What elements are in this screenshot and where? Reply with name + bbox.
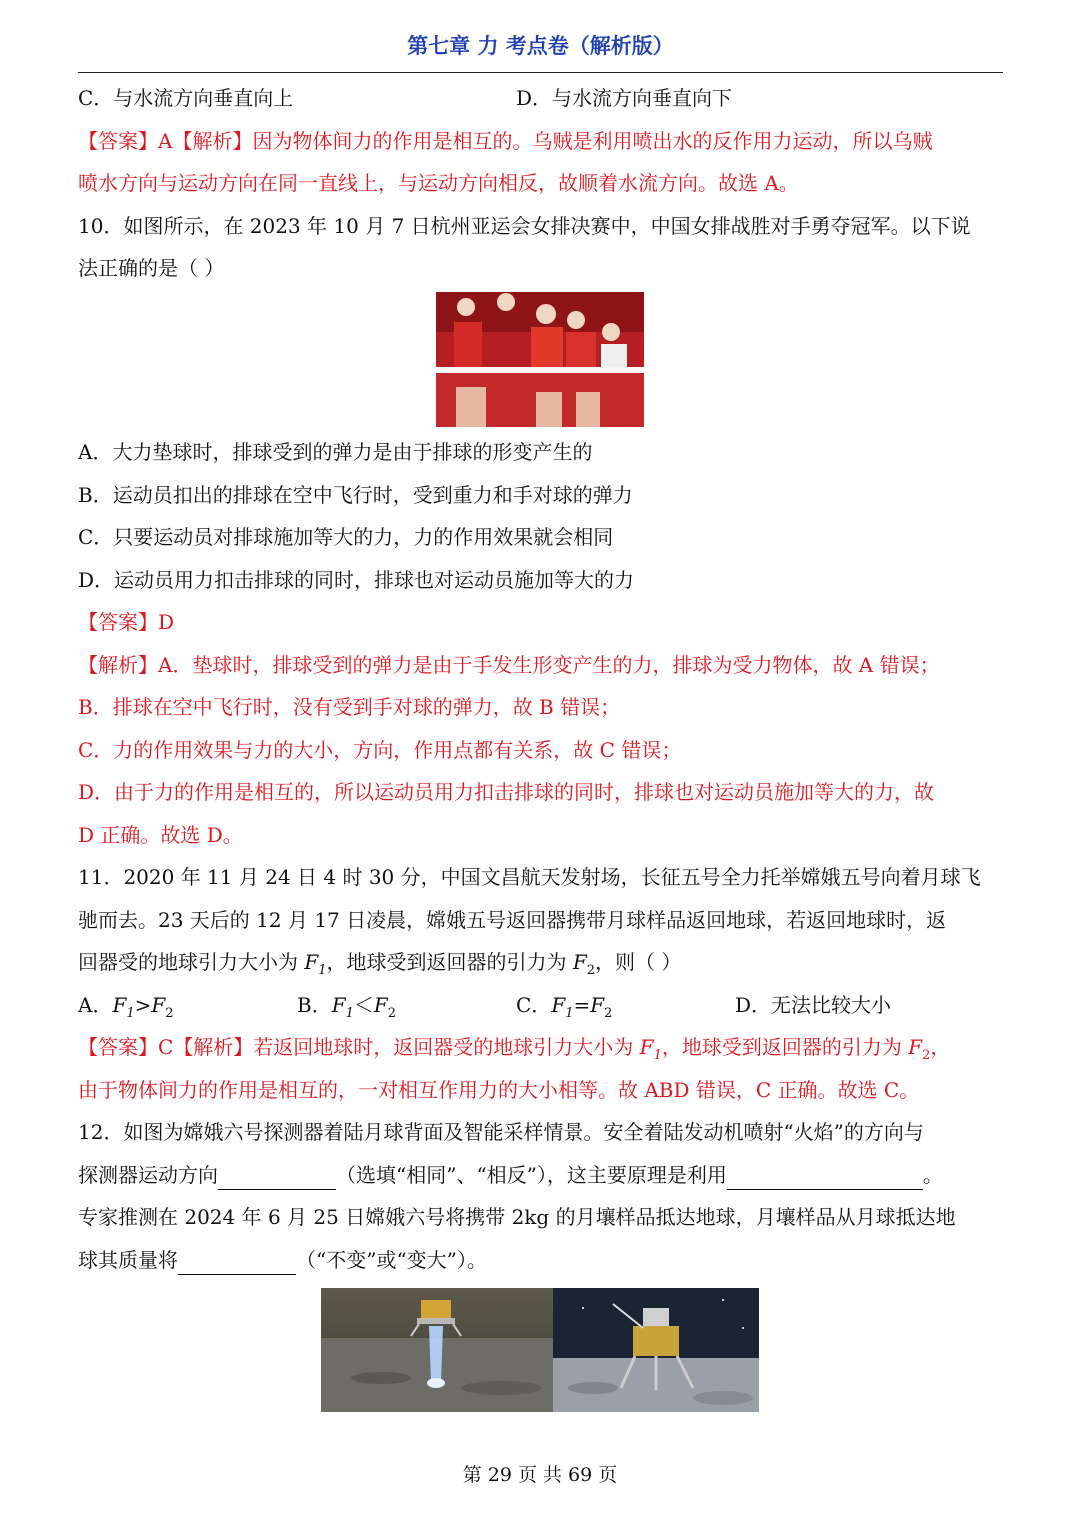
header-divider bbox=[78, 72, 1003, 73]
q10-option-a: A．大力垫球时，排球受到的弹力是由于排球的形变产生的 bbox=[78, 440, 593, 464]
volleyball-team-photo bbox=[436, 292, 644, 427]
q10-option-d: D．运动员用力扣击排球的同时，排球也对运动员施加等大的力 bbox=[78, 568, 635, 592]
page-number: 第 29 页 共 69 页 bbox=[462, 1464, 618, 1486]
q10-explanation-1: 【解析】A．垫球时，排球受到的弹力是由于手发生形变产生的力，排球为受力物体，故 A 错误； bbox=[78, 653, 940, 677]
q11-answer-line-1: 【答案】C【解析】若返回地球时，返回器受的地球引力大小为 $F_1$，地球受到返回器的引力为 $F_2$， bbox=[78, 1035, 951, 1063]
q11-option-a: A．$F_1>F_2$ bbox=[78, 993, 174, 1021]
q11-stem-line-3: 回器受的地球引力大小为 $F_1$，地球受到返回器的引力为 $F_2$，则（ ） bbox=[78, 950, 682, 978]
q10-option-b: B．运动员扣出的排球在空中飞行时，受到重力和手对球的弹力 bbox=[78, 483, 633, 507]
q9-option-c: C．与水流方向垂直向上 bbox=[78, 86, 294, 110]
q10-stem-line-1: 10．如图所示，在 2023 年 10 月 7 日杭州亚运会女排决赛中，中国女排战胜对手勇夺冠军。以下说 bbox=[78, 214, 971, 238]
q9-option-d: D．与水流方向垂直向下 bbox=[516, 86, 733, 110]
q12-stem-line-1: 12．如图为嫦娥六号探测器着陆月球背面及智能采样情景。安全着陆发动机喷射“火焰”的方向与 bbox=[78, 1120, 924, 1144]
q10-option-c: C．只要运动员对排球施加等大的力，力的作用效果就会相同 bbox=[78, 525, 614, 549]
lander-sampling-photo bbox=[553, 1288, 759, 1412]
q11-answer-line-2: 由于物体间力的作用是相互的，一对相互作用力的大小相等。故 ABD 错误，C 正确。故选 C。 bbox=[78, 1078, 920, 1102]
q11-option-b: B．$F_1<F_2$ bbox=[297, 993, 397, 1021]
q11-option-d: D．无法比较大小 bbox=[735, 993, 892, 1017]
page-header-title: 第七章 力 考点卷（解析版） bbox=[407, 34, 674, 58]
q12-stem-line-2: 探测器运动方向 （选填“相同”、“相反”），这主要原理是利用 。 bbox=[78, 1160, 1003, 1190]
q9-answer-line-1: 【答案】A【解析】因为物体间力的作用是相互的。乌贼是利用喷出水的反作用力运动，所以乌贼 bbox=[78, 129, 933, 153]
q10-explanation-3: C．力的作用效果与力的大小，方向，作用点都有关系，故 C 错误； bbox=[78, 738, 682, 762]
q12-blank-3 bbox=[178, 1254, 296, 1275]
q10-stem-line-2: 法正确的是（ ） bbox=[78, 256, 225, 280]
q11-option-c: C．$F_1=F_2$ bbox=[516, 993, 613, 1021]
q12-stem-line-4: 球其质量将 （“不变”或“变大”）。 bbox=[78, 1245, 1003, 1275]
q10-explanation-5: D 正确。故选 D。 bbox=[78, 823, 243, 847]
q10-answer: 【答案】D bbox=[78, 610, 175, 634]
q9-answer-line-2: 喷水方向与运动方向在同一直线上，与运动方向相反，故顺着水流方向。故选 A。 bbox=[78, 171, 799, 195]
q10-explanation-4: D．由于力的作用是相互的，所以运动员用力扣击排球的同时，排球也对运动员施加等大的力，故 bbox=[78, 780, 935, 804]
q10-explanation-2: B．排球在空中飞行时，没有受到手对球的弹力，故 B 错误； bbox=[78, 695, 621, 719]
q12-stem-line-3: 专家推测在 2024 年 6 月 25 日嫦娥六号将携带 2kg 的月壤样品抵达地球，月壤样品从月球抵达地 bbox=[78, 1205, 956, 1229]
q11-stem-line-1: 11．2020 年 11 月 24 日 4 时 30 分，中国文昌航天发射场，长征五号全力托举嫦娥五号向着月球飞 bbox=[78, 865, 981, 889]
q11-stem-line-2: 驰而去。23 天后的 12 月 17 日凌晨，嫦娥五号返回器携带月球样品返回地球，若返回地球时，返 bbox=[78, 908, 947, 932]
q12-blank-2 bbox=[727, 1169, 923, 1190]
lander-descent-photo bbox=[321, 1288, 553, 1412]
q12-blank-1 bbox=[218, 1169, 336, 1190]
